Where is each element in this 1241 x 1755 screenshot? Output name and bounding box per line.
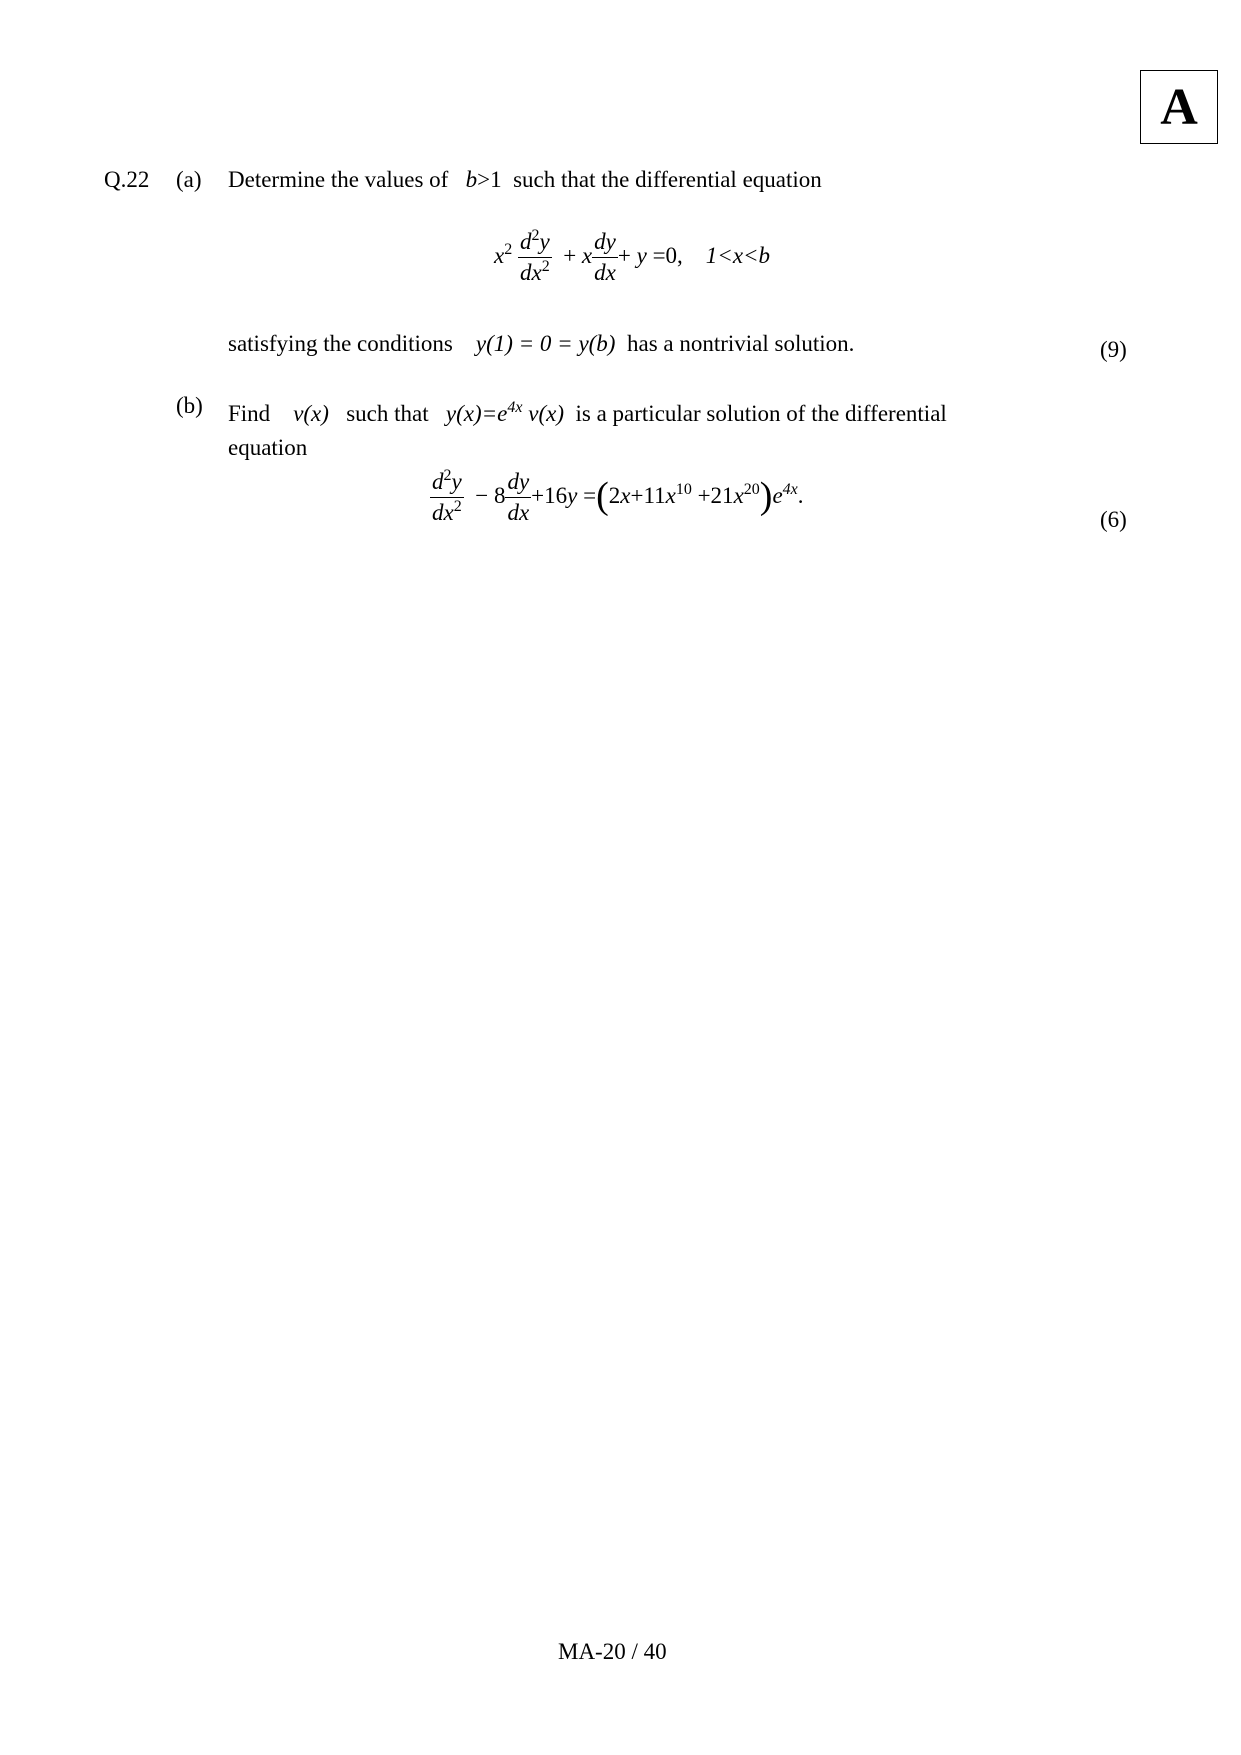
part-a-condition-var: b <box>465 167 478 192</box>
part-a-label: (a) <box>176 167 202 192</box>
part-a-equation: $x^2$ $\frac{d^2y}{dx^2}$ + x $\frac{dy}{dx}$ + y =0, 1<x<b <box>494 227 771 286</box>
part-b-equation: $\frac{d^2y}{dx^2}$ − 8 $\frac{dy}{dx}$ $+16y =(2x+11x^{10} +21x^{20})e^{4x}$. <box>432 467 804 526</box>
part-a-condition-rest: >1 <box>477 167 502 192</box>
part-b-form: $y(x)=e^{4x}$ v(x) <box>445 399 564 426</box>
part-b-such-that: such that <box>346 401 429 426</box>
part-a-intro <box>228 168 822 191</box>
page-number-footer: MA-20 / 40 <box>558 1639 667 1664</box>
b-first-derivative-fraction: $\frac{dy}{dx}$ <box>507 469 530 526</box>
question-number: Q.22 <box>104 167 150 192</box>
second-derivative-fraction: $\frac{d^2y}{dx^2}$ <box>519 227 550 286</box>
part-b-desc-line2: equation <box>228 435 308 460</box>
part-b-find: Find <box>228 401 271 426</box>
b-second-derivative-fraction: $\frac{d^2y}{dx^2}$ <box>432 467 462 526</box>
part-b-desc: is a particular solution of the differential <box>575 401 947 426</box>
first-derivative-fraction: $\frac{dy}{dx}$ <box>594 229 616 286</box>
part-a-followup <box>228 332 854 355</box>
part-b-intro <box>228 399 947 426</box>
boundary-conditions: y(1) = 0 = y(b) <box>475 331 616 356</box>
part-b-label: (b) <box>176 393 203 418</box>
part-a-followup-suffix: has a nontrivial solution. <box>626 331 855 356</box>
equation-domain: 1<x<b <box>705 242 771 268</box>
part-a-intro-prefix: Determine the values of <box>228 167 449 192</box>
question-set-badge: A <box>1140 70 1218 144</box>
part-a-followup-prefix: satisfying the conditions <box>228 331 453 356</box>
part-b-marks: (6) <box>1100 507 1127 532</box>
part-a-intro-suffix: such that the differential equation <box>513 167 822 192</box>
part-b-unknown: v(x) <box>293 401 329 426</box>
part-a-marks: (9) <box>1100 337 1127 362</box>
